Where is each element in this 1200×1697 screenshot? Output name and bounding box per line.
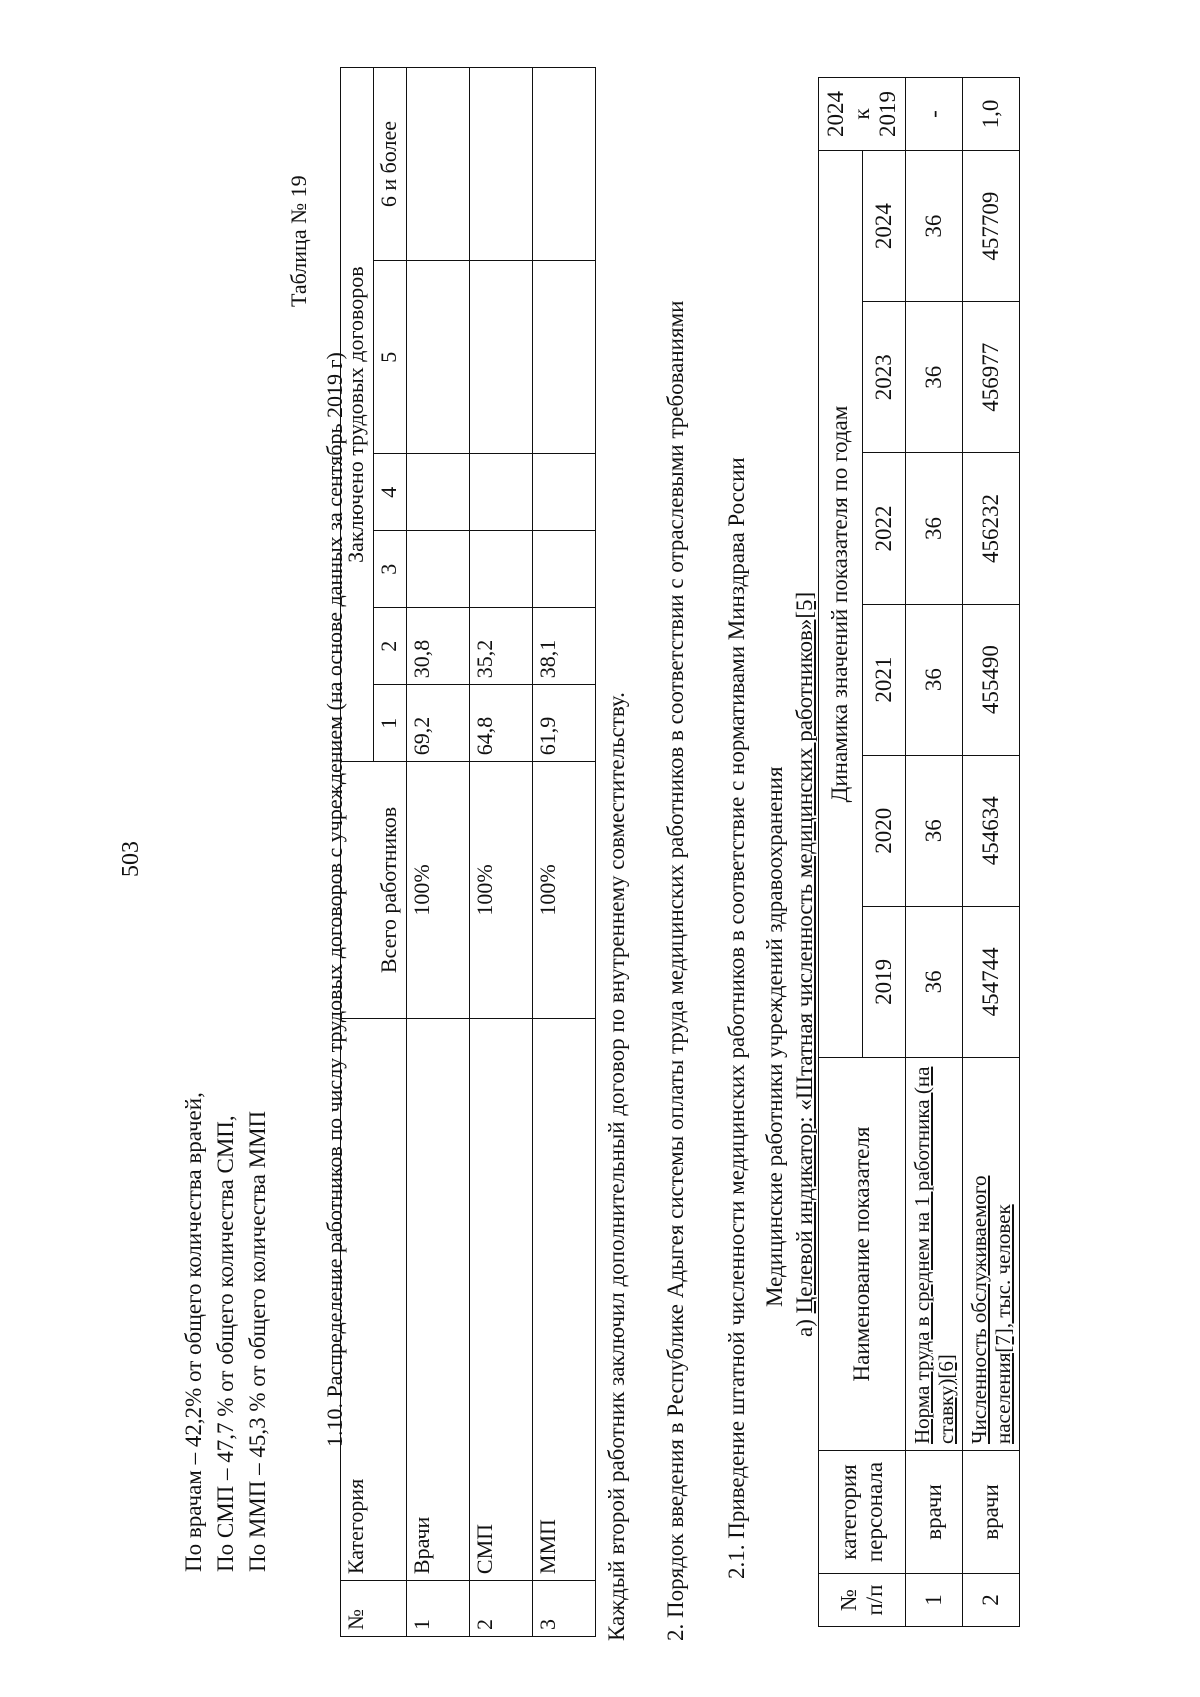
cell-c4 — [533, 454, 596, 531]
cell-num: 2 — [470, 1581, 533, 1637]
cell-name: Норма труда в среднем на 1 работника (на ставку)[6] — [906, 1058, 963, 1451]
cell-c6 — [533, 68, 596, 261]
subheading: Медицинские работники учреждений здравоохранения — [762, 766, 787, 1307]
cell-value: 457709 — [963, 151, 1020, 302]
cell-value: 456232 — [963, 453, 1020, 604]
cell-total: 100% — [470, 762, 533, 1018]
page-number: 503 — [118, 841, 144, 877]
indicator-prefix: а) — [792, 1313, 817, 1337]
table-row — [470, 68, 533, 1637]
cell-num: 2 — [963, 1574, 1020, 1627]
header-col-4: 4 — [374, 454, 407, 531]
cell-value: 36 — [906, 453, 963, 604]
note-text: Каждый второй работник заключил дополнительный договор по внутреннему совместительству. — [604, 692, 629, 1641]
indicator-text: Целевой индикатор: «Штатная численность медицинских работников»[5] — [792, 591, 817, 1314]
header-name: Наименование показателя — [819, 1058, 906, 1451]
section-heading: 1.10. Распределение работников по числу трудовых договоров с учреждением (на основе данных за сентябрь 2019 г) — [322, 352, 347, 1447]
cell-total: 100% — [407, 762, 470, 1018]
header-category: Категория — [341, 1018, 407, 1580]
cell-category: врачи — [906, 1451, 963, 1574]
table-row — [906, 78, 963, 1627]
cell-ratio: - — [906, 78, 963, 151]
cell-value: 36 — [906, 755, 963, 906]
cell-num: 3 — [533, 1581, 596, 1637]
cell-name: Численность обслуживаемого населения[7], тыс. человек — [963, 1058, 1020, 1451]
header-col-6: 6 и более — [374, 68, 407, 261]
cell-value: 454634 — [963, 755, 1020, 906]
header-col-5: 5 — [374, 261, 407, 454]
cell-value: 36 — [906, 302, 963, 453]
cell-num: 1 — [906, 1574, 963, 1627]
header-year: 2022 — [862, 453, 906, 604]
cell-value: 36 — [906, 151, 963, 302]
cell-c5 — [407, 261, 470, 454]
table-row — [407, 68, 470, 1637]
cell-value: 455490 — [963, 604, 1020, 755]
header-col-3: 3 — [374, 531, 407, 608]
section-2-1-heading: 2.1. Приведение штатной численности медицинских работников в соответствие с нормативами Минздрава России — [724, 457, 749, 1579]
cell-value: 36 — [906, 906, 963, 1057]
cell-category: Врачи — [407, 1018, 470, 1580]
cell-c3 — [470, 531, 533, 608]
cell-category: врачи — [963, 1451, 1020, 1574]
indicator-heading — [792, 592, 818, 1337]
table-row — [963, 78, 1020, 1627]
header-num: № п/п — [819, 1574, 906, 1627]
header-col-1: 1 — [374, 685, 407, 762]
cell-c1: 61,9 — [533, 685, 596, 762]
header-dynamics: Динамика значений показателя по годам — [819, 151, 863, 1058]
table-row — [533, 68, 596, 1637]
cell-c4 — [407, 454, 470, 531]
header-ratio: 2024 к 2019 — [819, 78, 906, 151]
header-year: 2019 — [862, 906, 906, 1057]
header-num: № — [341, 1581, 407, 1637]
header-year: 2024 — [862, 151, 906, 302]
contracts-distribution-table — [340, 67, 596, 1637]
cell-c5 — [470, 261, 533, 454]
header-group: Заключено трудовых договоров — [341, 68, 374, 762]
header-category: категория персонала — [819, 1451, 906, 1574]
cell-c3 — [533, 531, 596, 608]
cell-num: 1 — [407, 1581, 470, 1637]
header-col-2: 2 — [374, 608, 407, 685]
header-year: 2023 — [862, 302, 906, 453]
cell-c6 — [470, 68, 533, 261]
header-empty — [341, 762, 374, 1018]
cell-c3 — [407, 531, 470, 608]
cell-c6 — [407, 68, 470, 261]
cell-c1: 69,2 — [407, 685, 470, 762]
cell-c5 — [533, 261, 596, 454]
cell-c2: 30,8 — [407, 608, 470, 685]
section-2-heading: 2. Порядок введения в Республике Адыгея системы оплаты труда медицинских работников в соответствии с отраслевыми требованиями — [663, 300, 688, 1641]
cell-category: СМП — [470, 1018, 533, 1580]
cell-ratio: 1,0 — [963, 78, 1020, 151]
header-year: 2020 — [862, 755, 906, 906]
cell-c4 — [470, 454, 533, 531]
intro-text — [178, 1092, 274, 1572]
cell-value: 456977 — [963, 302, 1020, 453]
cell-value: 36 — [906, 604, 963, 755]
intro-line: По врачам – 42,2% от общего количества врачей, — [181, 1092, 206, 1572]
table-caption: Таблица № 19 — [286, 175, 311, 307]
cell-total: 100% — [533, 762, 596, 1018]
cell-c2: 38,1 — [533, 608, 596, 685]
table-header-row — [341, 68, 374, 1637]
cell-c1: 64,8 — [470, 685, 533, 762]
intro-line: По ММП – 45,3 % от общего количества ММП — [245, 1110, 270, 1572]
staffing-indicator-table — [818, 77, 1020, 1627]
header-year: 2021 — [862, 604, 906, 755]
header-total: Всего работников — [374, 762, 407, 1018]
cell-c2: 35,2 — [470, 608, 533, 685]
table-header-row — [819, 78, 863, 1627]
cell-value: 454744 — [963, 906, 1020, 1057]
cell-category: ММП — [533, 1018, 596, 1580]
intro-line: По СМП – 47,7 % от общего количества СМП, — [213, 1115, 238, 1572]
